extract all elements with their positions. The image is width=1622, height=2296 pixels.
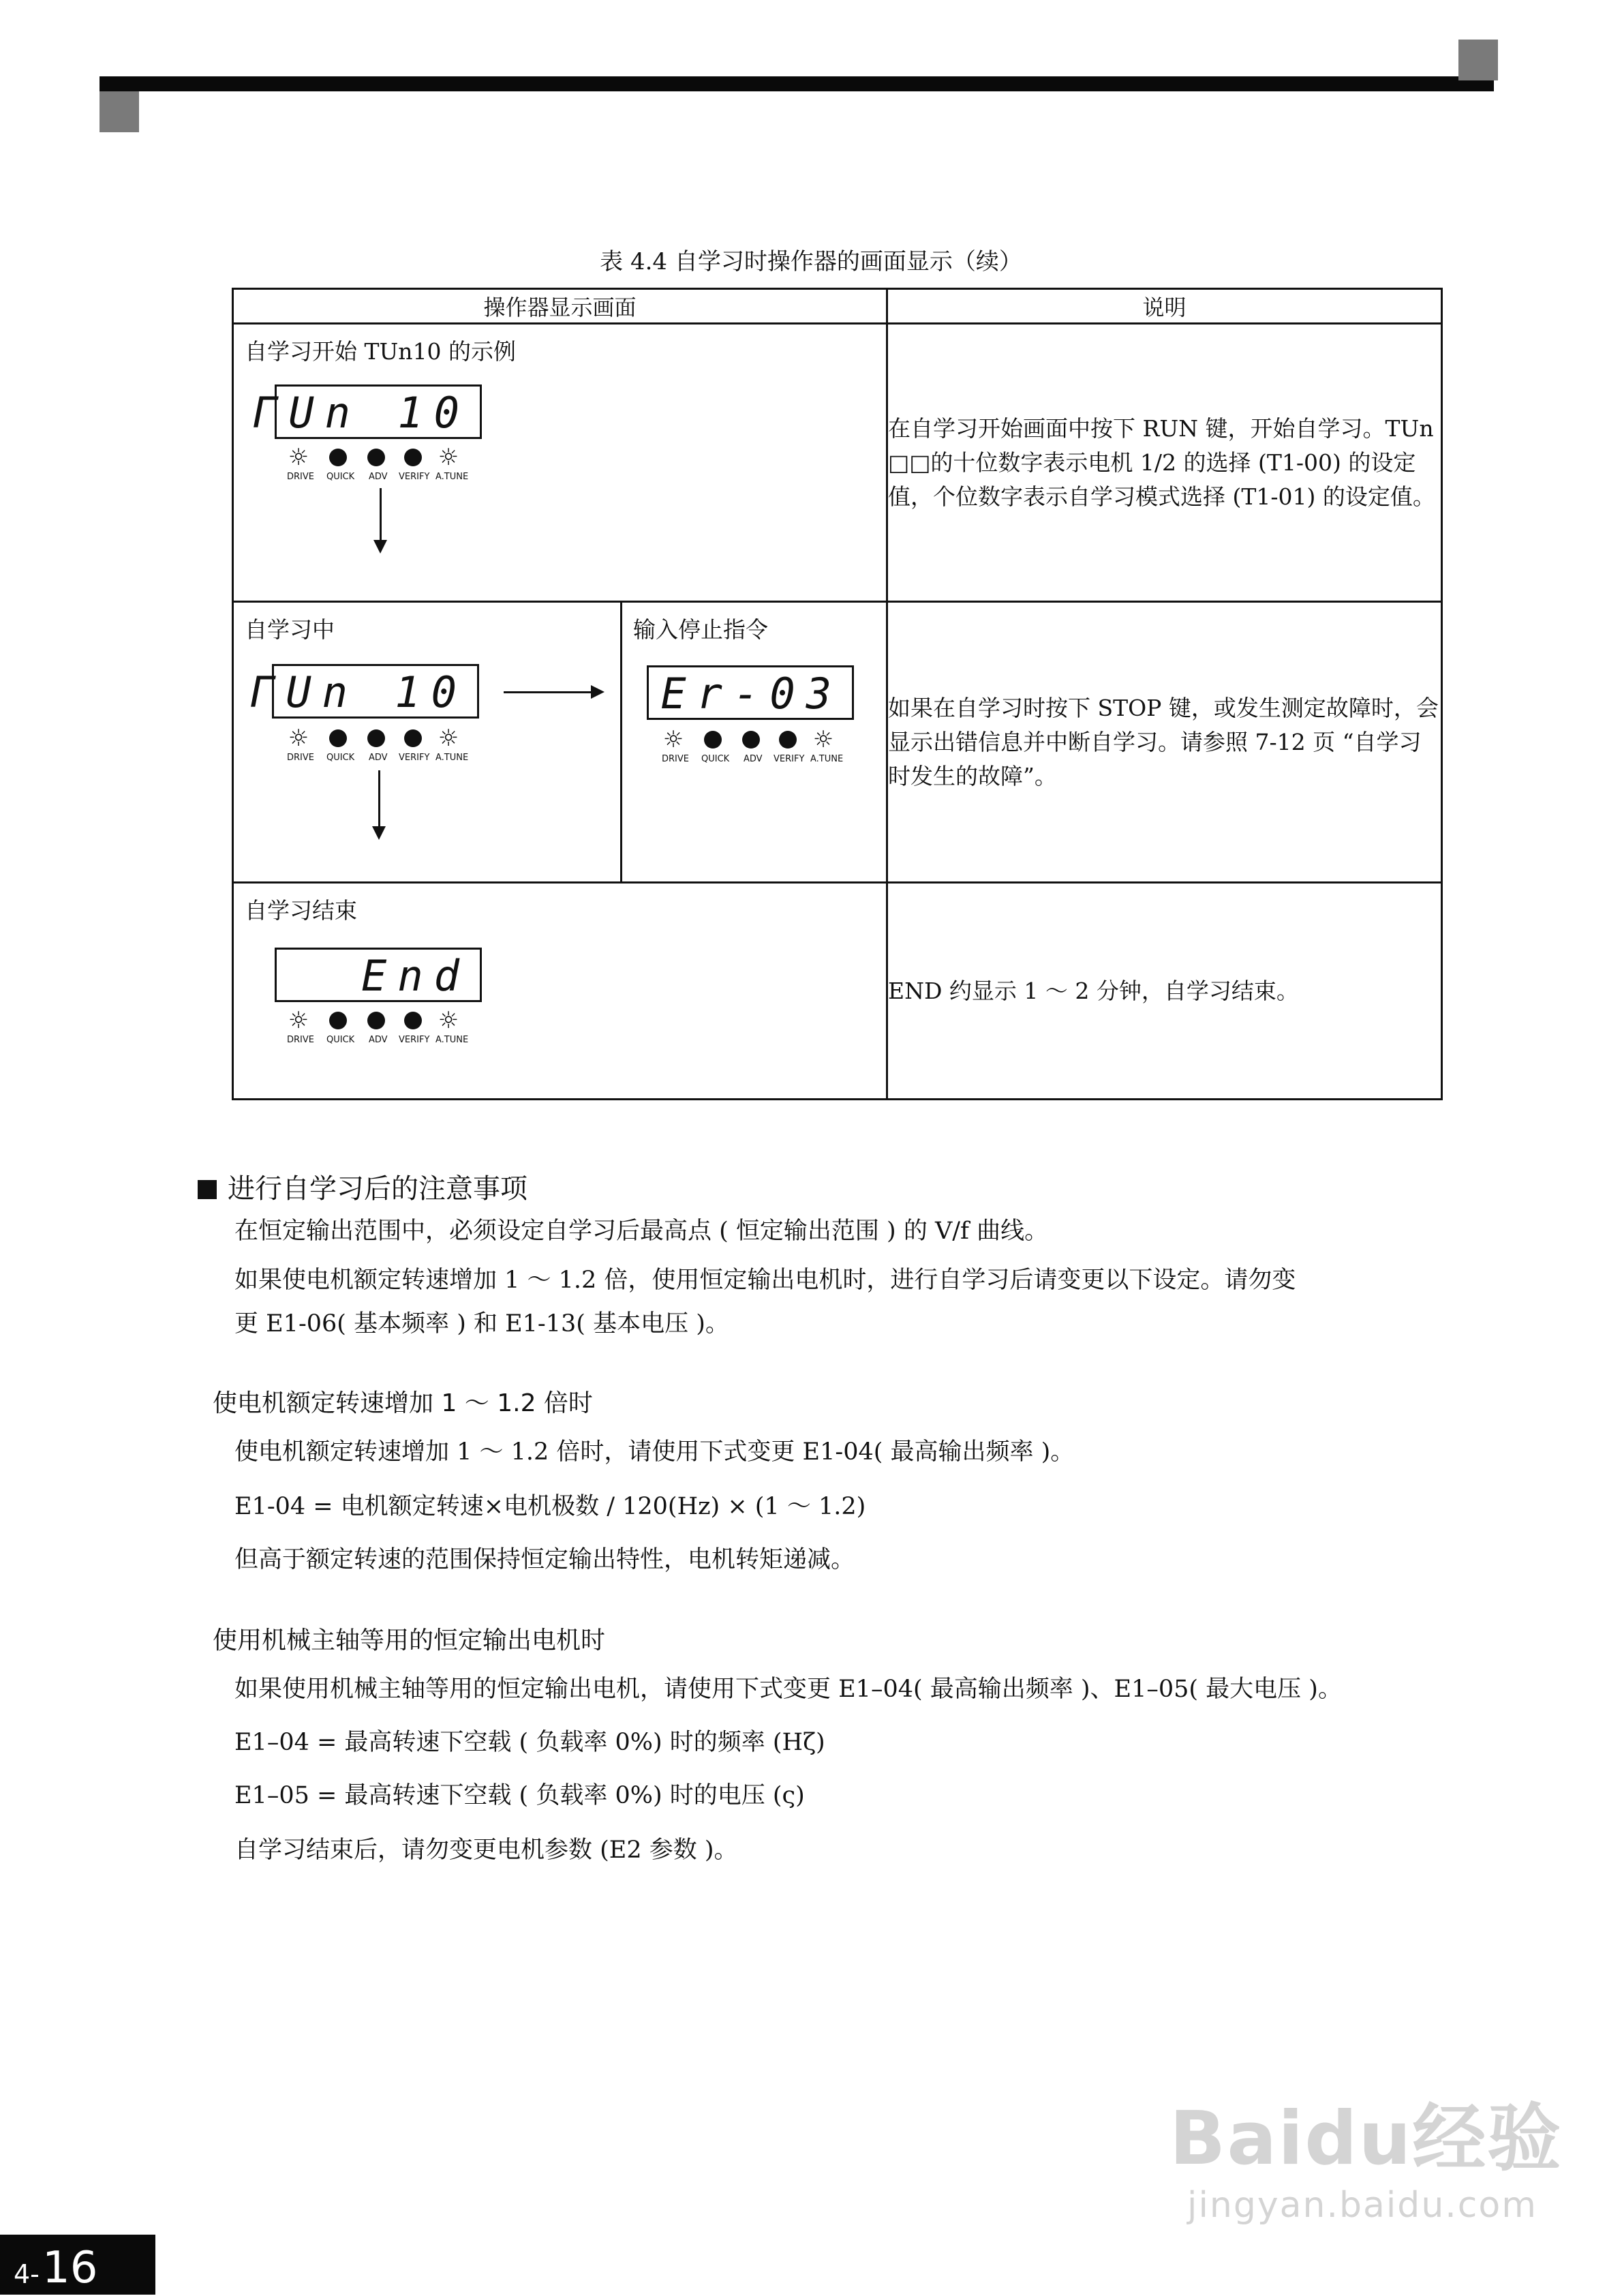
indicator-label: QUICK (326, 472, 355, 482)
watermark (1169, 2079, 1562, 2226)
paragraph: 但高于额定转速的范围保持恒定输出特性，电机转矩递减。 (234, 1546, 855, 1573)
indicator-label: DRIVE (287, 753, 314, 763)
atune-lamp-blink-icon: ☼ (438, 1007, 459, 1034)
indicator-label: VERIFY (774, 754, 805, 764)
subheading: 使用机械主轴等用的恒定输出电机时 (213, 1627, 606, 1655)
lcd-text: ГUn 10 (252, 388, 470, 438)
indicator-group (662, 728, 859, 776)
adv-lamp-icon (367, 449, 385, 466)
verify-lamp-icon (779, 731, 797, 749)
lcd-text: ГUn 10 (249, 667, 468, 717)
verify-lamp-icon (404, 1012, 422, 1029)
header-display: 操作器显示画面 (233, 289, 887, 324)
indicator-label: QUICK (326, 753, 355, 763)
down-arrow-icon (378, 770, 380, 829)
header-rule (100, 76, 1494, 91)
paragraph: 如果使用机械主轴等用的恒定输出电机，请使用下式变更 E1–04( 最高输出频率 )、E1–05( 最大电压 )。 (234, 1676, 1342, 1703)
subheading: 使电机额定转速增加 1 ～ 1.2 倍时 (213, 1389, 593, 1417)
indicator-group (287, 727, 485, 774)
square-bullet-icon (198, 1180, 217, 1199)
indicator-label: DRIVE (287, 1035, 314, 1045)
indicator-label: ADV (369, 753, 388, 763)
adv-lamp-icon (367, 729, 385, 747)
header-description: 说明 (887, 289, 1442, 324)
drive-lamp-blink-icon: ☼ (288, 444, 309, 471)
quick-lamp-icon (329, 1012, 347, 1029)
verify-lamp-icon (404, 449, 422, 466)
row-end-display (233, 883, 887, 1100)
page-chapter: 4- (14, 2259, 40, 2289)
lcd-text: Er-03 (660, 669, 842, 719)
indicator-label: VERIFY (399, 472, 430, 482)
formula: E1-04 = 电机额定转速×电机极数 / 120(Hz) × (1 ～ 1.2) (234, 1493, 866, 1520)
row-start-label: 自学习开始 TUn10 的示例 (245, 338, 517, 365)
quick-lamp-icon (329, 729, 347, 747)
row-end-description: END 约显示 1 ～ 2 分钟，自学习结束。 (887, 883, 1442, 1100)
drive-lamp-blink-icon: ☼ (288, 725, 309, 752)
formula: E1–04 = 最高转速下空载 ( 负载率 0%) 时的频率 (Hζ) (234, 1729, 825, 1756)
formula: E1–05 = 最高转速下空载 ( 负载率 0%) 时的电压 (ς) (234, 1782, 805, 1809)
atune-lamp-blink-icon: ☼ (438, 444, 459, 471)
paragraph: 如果使电机额定转速增加 1 ～ 1.2 倍，使用恒定输出电机时，进行自学习后请变更以下设定。请勿变 (234, 1267, 1296, 1294)
row-stop-label: 输入停止指令 (633, 616, 768, 643)
lcd-text: End (361, 951, 470, 1001)
watermark-url: jingyan.baidu.com (1187, 2185, 1537, 2226)
section-heading (198, 1167, 527, 1206)
paragraph: 使电机额定转速增加 1 ～ 1.2 倍时，请使用下式变更 E1-04( 最高输出频率 )。 (234, 1438, 1075, 1466)
drive-lamp-blink-icon: ☼ (288, 1007, 309, 1034)
table-caption: 表 4.4 自学习时操作器的画面显示（续） (600, 248, 1022, 275)
indicator-label: QUICK (701, 754, 730, 764)
indicator-label: QUICK (326, 1035, 355, 1045)
atune-lamp-blink-icon: ☼ (438, 725, 459, 752)
paragraph: 在恒定输出范围中，必须设定自学习后最高点 ( 恒定输出范围 ) 的 V/f 曲线。 (234, 1218, 1049, 1245)
indicator-label: DRIVE (287, 472, 314, 482)
row-running-label: 自学习中 (245, 616, 335, 643)
right-arrow-icon (504, 691, 592, 693)
row-running-display (233, 602, 622, 883)
adv-lamp-icon (367, 1012, 385, 1029)
row-start-display (233, 324, 887, 602)
lcd-panel (275, 948, 482, 1002)
indicator-label: ADV (369, 1035, 388, 1045)
paragraph: 更 E1-06( 基本频率 ) 和 E1-13( 基本电压 )。 (234, 1310, 729, 1338)
row-end-label: 自学习结束 (245, 897, 357, 924)
page-number: 16 (42, 2243, 98, 2293)
atune-lamp-blink-icon: ☼ (812, 726, 834, 753)
header-marker-right (1458, 40, 1498, 80)
lcd-panel (249, 664, 479, 719)
indicator-label: VERIFY (399, 753, 430, 763)
header-marker-left (100, 91, 139, 132)
row-stop-display (622, 602, 887, 883)
down-arrow-icon (380, 488, 382, 543)
indicator-label: ADV (369, 472, 388, 482)
row-running-description: 如果在自学习时按下 STOP 键，或发生测定故障时，会显示出错信息并中断自学习。请参照 7-12 页 “自学习时发生的故障”。 (887, 602, 1442, 883)
indicator-label: A.TUNE (435, 753, 469, 763)
lcd-panel (647, 665, 854, 720)
page-number-tab (0, 2235, 155, 2295)
indicator-group (287, 446, 485, 494)
indicator-label: ADV (744, 754, 763, 764)
paragraph: 自学习结束后，请勿变更电机参数 (E2 参数 )。 (234, 1837, 738, 1864)
drive-lamp-blink-icon: ☼ (662, 726, 684, 753)
quick-lamp-icon (329, 449, 347, 466)
indicator-label: VERIFY (399, 1035, 430, 1045)
verify-lamp-icon (404, 729, 422, 747)
quick-lamp-icon (704, 731, 722, 749)
indicator-label: DRIVE (662, 754, 689, 764)
indicator-group (287, 1009, 485, 1057)
display-table (232, 288, 1443, 1100)
adv-lamp-icon (742, 731, 760, 749)
indicator-label: A.TUNE (435, 1035, 469, 1045)
indicator-label: A.TUNE (435, 472, 469, 482)
indicator-label: A.TUNE (810, 754, 844, 764)
watermark-brand: Baidu经验 (1169, 2096, 1563, 2181)
lcd-panel (252, 384, 482, 439)
section-title: 进行自学习后的注意事项 (228, 1173, 527, 1205)
row-start-description: 在自学习开始画面中按下 RUN 键，开始自学习。TUn □□的十位数字表示电机 1/2 的选择 (T1-00) 的设定值，个位数字表示自学习模式选择 (T1-01) 的设定值。 (887, 324, 1442, 602)
